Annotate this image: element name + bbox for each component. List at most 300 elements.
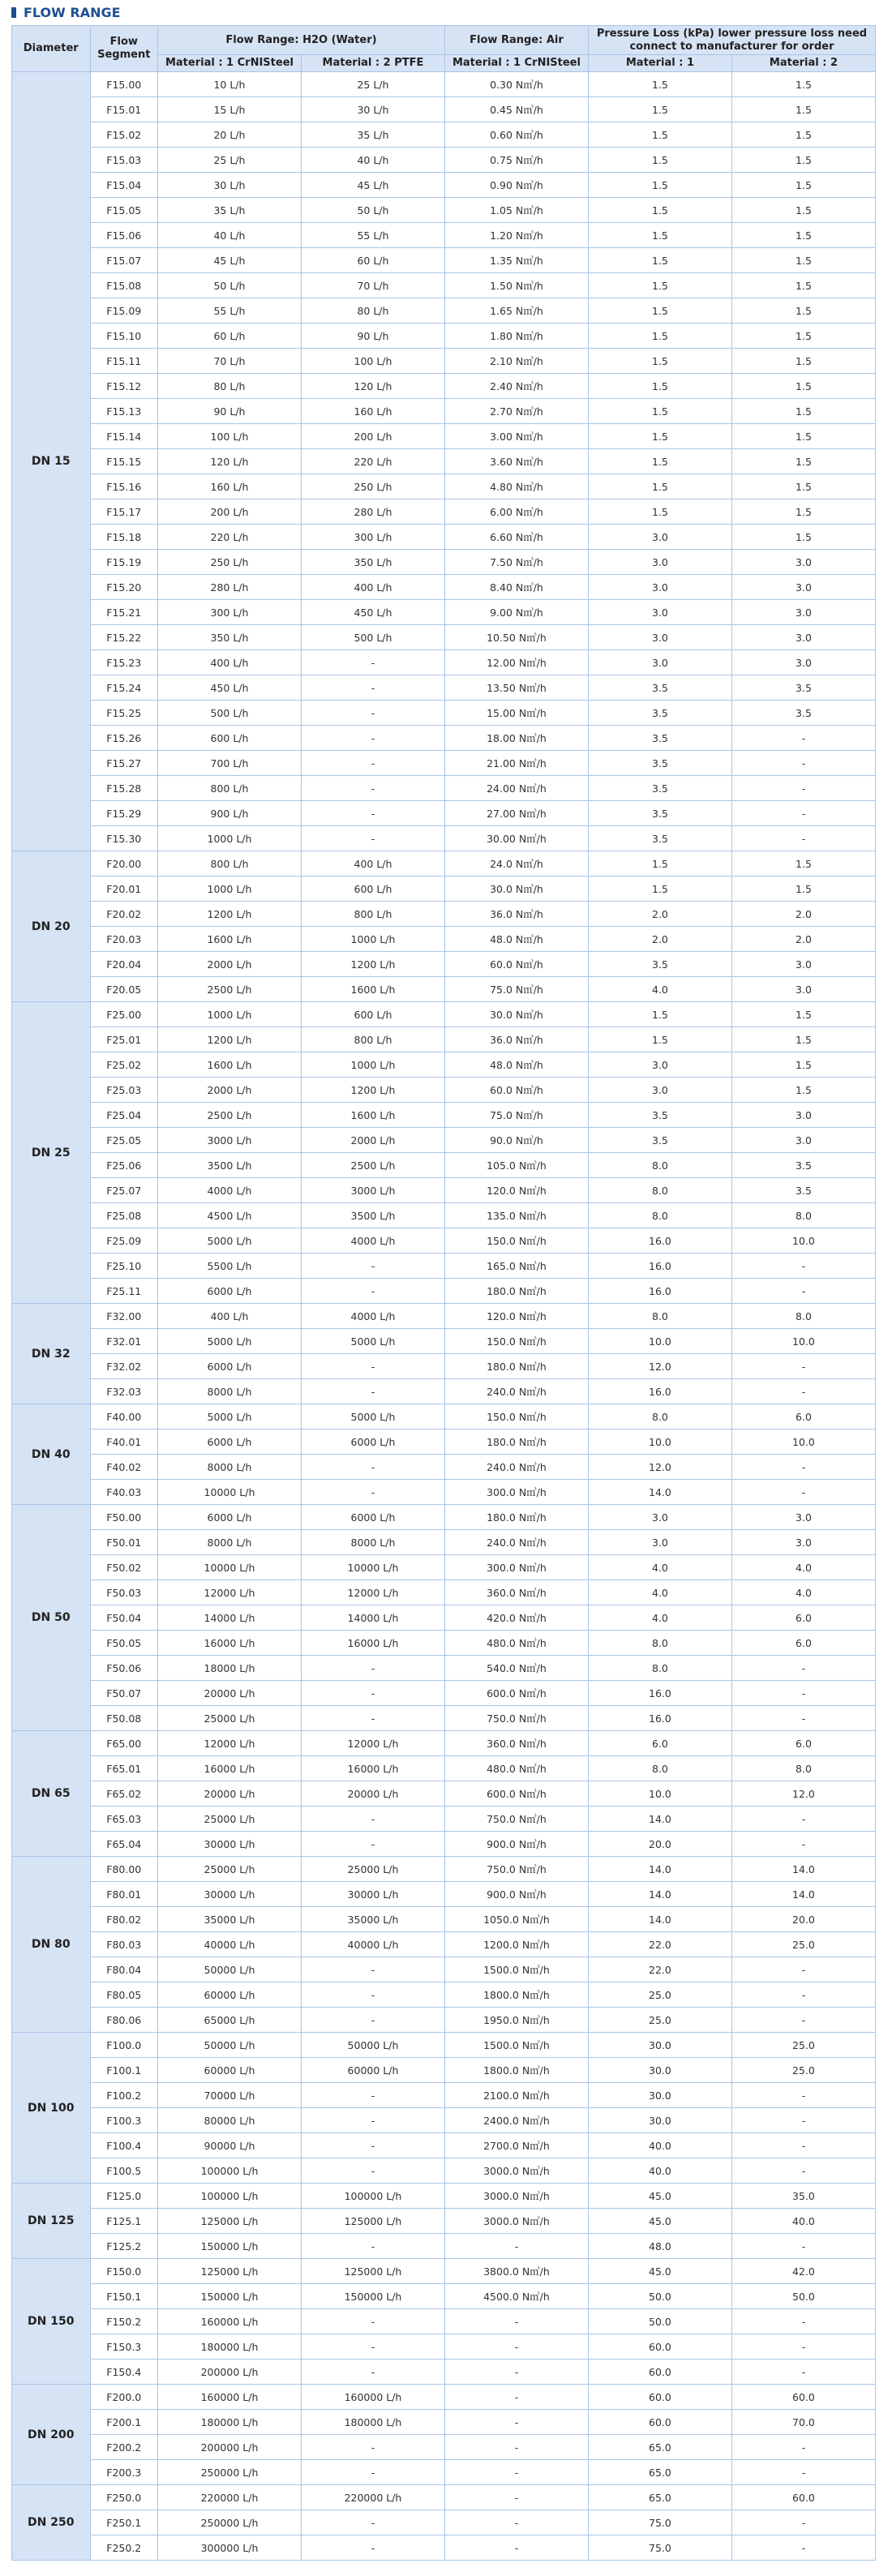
air-material-1-cell: 1.20 N㎥/h (444, 223, 588, 248)
water-material-1-cell: 14000 L/h (157, 1605, 301, 1631)
table-row (12, 1480, 876, 1505)
pressure-material-1-cell: 1.5 (588, 273, 731, 298)
air-material-1-cell: 2.10 N㎥/h (444, 349, 588, 374)
air-material-1-cell: 480.0 N㎥/h (444, 1631, 588, 1656)
air-material-1-cell: 30.0 N㎥/h (444, 1002, 588, 1027)
flow-segment-cell: F32.00 (90, 1304, 157, 1329)
flow-segment-cell: F15.15 (90, 449, 157, 474)
water-material-2-cell: - (301, 1279, 444, 1304)
air-material-1-cell: 75.0 N㎥/h (444, 977, 588, 1002)
pressure-material-2-cell: 8.0 (731, 1304, 875, 1329)
water-material-1-cell: 150000 L/h (157, 2234, 301, 2259)
table-row (12, 1379, 876, 1404)
water-material-2-cell: 60 L/h (301, 248, 444, 273)
water-material-2-cell: 280 L/h (301, 499, 444, 525)
air-material-1-cell: 600.0 N㎥/h (444, 1681, 588, 1706)
table-row (12, 349, 876, 374)
flow-segment-cell: F250.1 (90, 2510, 157, 2535)
pressure-material-2-cell: - (731, 2360, 875, 2385)
flow-segment-cell: F15.04 (90, 173, 157, 198)
water-material-2-cell: - (301, 1254, 444, 1279)
table-row (12, 1354, 876, 1379)
water-material-1-cell: 125000 L/h (157, 2209, 301, 2234)
water-material-2-cell: 800 L/h (301, 1027, 444, 1052)
air-material-1-cell: 1800.0 N㎥/h (444, 2058, 588, 2083)
table-row (12, 2158, 876, 2184)
table-row (12, 1807, 876, 1832)
pressure-material-2-cell: - (731, 2008, 875, 2033)
header-water-material-2: Material : 2 PTFE (301, 55, 444, 72)
pressure-material-1-cell: 16.0 (588, 1706, 731, 1731)
table-row (12, 1706, 876, 1731)
flow-segment-cell: F15.10 (90, 324, 157, 349)
flow-segment-cell: F25.05 (90, 1128, 157, 1153)
water-material-1-cell: 1000 L/h (157, 1002, 301, 1027)
water-material-1-cell: 12000 L/h (157, 1731, 301, 1756)
table-row (12, 2460, 876, 2485)
pressure-material-1-cell: 10.0 (588, 1781, 731, 1807)
table-row (12, 298, 876, 324)
water-material-1-cell: 60000 L/h (157, 2058, 301, 2083)
pressure-material-2-cell: 3.0 (731, 650, 875, 675)
table-row (12, 952, 876, 977)
water-material-1-cell: 250 L/h (157, 550, 301, 575)
table-row (12, 1580, 876, 1605)
table-row (12, 1153, 876, 1178)
flow-segment-cell: F15.09 (90, 298, 157, 324)
pressure-material-2-cell: 8.0 (731, 1756, 875, 1781)
table-row (12, 2108, 876, 2133)
pressure-material-2-cell: 3.0 (731, 575, 875, 600)
table-row (12, 1505, 876, 1530)
air-material-1-cell: 21.00 N㎥/h (444, 751, 588, 776)
pressure-material-2-cell: 1.5 (731, 424, 875, 449)
pressure-material-1-cell: 22.0 (588, 1932, 731, 1957)
table-row (12, 1932, 876, 1957)
water-material-2-cell: - (301, 1982, 444, 2008)
flow-segment-cell: F50.07 (90, 1681, 157, 1706)
table-row (12, 1254, 876, 1279)
pressure-material-2-cell: 1.5 (731, 877, 875, 902)
water-material-2-cell: 45 L/h (301, 173, 444, 198)
flow-segment-cell: F50.08 (90, 1706, 157, 1731)
pressure-material-1-cell: 65.0 (588, 2485, 731, 2510)
water-material-1-cell: 400 L/h (157, 1304, 301, 1329)
table-row (12, 1731, 876, 1756)
flow-segment-cell: F150.1 (90, 2284, 157, 2309)
pressure-material-2-cell: 3.0 (731, 952, 875, 977)
pressure-material-2-cell: - (731, 1480, 875, 1505)
water-material-2-cell: 4000 L/h (301, 1304, 444, 1329)
table-row (12, 851, 876, 877)
air-material-1-cell: 27.00 N㎥/h (444, 801, 588, 826)
flow-segment-cell: F65.00 (90, 1731, 157, 1756)
table-row (12, 2259, 876, 2284)
water-material-1-cell: 2500 L/h (157, 1103, 301, 1128)
diameter-cell: DN 80 (12, 1857, 91, 2033)
water-material-2-cell: - (301, 2234, 444, 2259)
water-material-1-cell: 15 L/h (157, 97, 301, 122)
water-material-2-cell: 220 L/h (301, 449, 444, 474)
table-row (12, 2535, 876, 2561)
air-material-1-cell: 13.50 N㎥/h (444, 675, 588, 701)
pressure-material-2-cell: - (731, 751, 875, 776)
air-material-1-cell: 4.80 N㎥/h (444, 474, 588, 499)
air-material-1-cell: 240.0 N㎥/h (444, 1530, 588, 1555)
water-material-2-cell: 70 L/h (301, 273, 444, 298)
flow-segment-cell: F25.10 (90, 1254, 157, 1279)
water-material-2-cell: - (301, 1656, 444, 1681)
pressure-material-1-cell: 8.0 (588, 1404, 731, 1429)
table-row (12, 2334, 876, 2360)
table-row (12, 1178, 876, 1203)
pressure-material-1-cell: 3.0 (588, 1530, 731, 1555)
air-material-1-cell: - (444, 2535, 588, 2561)
pressure-material-2-cell: 14.0 (731, 1857, 875, 1882)
air-material-1-cell: 0.30 N㎥/h (444, 72, 588, 97)
water-material-1-cell: 35 L/h (157, 198, 301, 223)
air-material-1-cell: 90.0 N㎥/h (444, 1128, 588, 1153)
air-material-1-cell: 300.0 N㎥/h (444, 1555, 588, 1580)
table-row (12, 826, 876, 851)
table-row (12, 1555, 876, 1580)
water-material-2-cell: - (301, 2510, 444, 2535)
pressure-material-2-cell: 3.5 (731, 1178, 875, 1203)
water-material-1-cell: 2500 L/h (157, 977, 301, 1002)
pressure-material-2-cell: - (731, 1354, 875, 1379)
air-material-1-cell: 24.00 N㎥/h (444, 776, 588, 801)
table-row (12, 877, 876, 902)
table-row (12, 1982, 876, 2008)
flow-segment-cell: F65.01 (90, 1756, 157, 1781)
table-row (12, 2083, 876, 2108)
air-material-1-cell: 180.0 N㎥/h (444, 1429, 588, 1455)
pressure-material-1-cell: 60.0 (588, 2334, 731, 2360)
air-material-1-cell: 3000.0 N㎥/h (444, 2209, 588, 2234)
pressure-material-1-cell: 1.5 (588, 298, 731, 324)
water-material-2-cell: - (301, 2133, 444, 2158)
flow-segment-cell: F20.05 (90, 977, 157, 1002)
flow-segment-cell: F15.28 (90, 776, 157, 801)
table-row (12, 600, 876, 625)
table-row (12, 1002, 876, 1027)
air-material-1-cell: 6.00 N㎥/h (444, 499, 588, 525)
pressure-material-2-cell: - (731, 1455, 875, 1480)
pressure-material-2-cell: - (731, 1807, 875, 1832)
pressure-material-1-cell: 8.0 (588, 1153, 731, 1178)
water-material-2-cell: 2500 L/h (301, 1153, 444, 1178)
pressure-material-1-cell: 1.5 (588, 374, 731, 399)
table-row (12, 399, 876, 424)
air-material-1-cell: 7.50 N㎥/h (444, 550, 588, 575)
flow-segment-cell: F32.03 (90, 1379, 157, 1404)
water-material-1-cell: 5000 L/h (157, 1404, 301, 1429)
table-row (12, 927, 876, 952)
flow-segment-cell: F15.05 (90, 198, 157, 223)
air-material-1-cell: 3800.0 N㎥/h (444, 2259, 588, 2284)
water-material-2-cell: 6000 L/h (301, 1429, 444, 1455)
pressure-material-1-cell: 2.0 (588, 902, 731, 927)
air-material-1-cell: 480.0 N㎥/h (444, 1756, 588, 1781)
pressure-material-2-cell: 50.0 (731, 2284, 875, 2309)
flow-segment-cell: F100.2 (90, 2083, 157, 2108)
flow-segment-cell: F15.27 (90, 751, 157, 776)
air-material-1-cell: 48.0 N㎥/h (444, 927, 588, 952)
table-row (12, 1455, 876, 1480)
pressure-material-2-cell: 4.0 (731, 1580, 875, 1605)
flow-segment-cell: F15.11 (90, 349, 157, 374)
table-row (12, 424, 876, 449)
pressure-material-2-cell: 3.0 (731, 1530, 875, 1555)
table-row (12, 2284, 876, 2309)
table-row (12, 1832, 876, 1857)
table-row (12, 2309, 876, 2334)
pressure-material-2-cell: - (731, 1279, 875, 1304)
flow-segment-cell: F15.18 (90, 525, 157, 550)
pressure-material-1-cell: 1.5 (588, 324, 731, 349)
water-material-1-cell: 4000 L/h (157, 1178, 301, 1203)
flow-segment-cell: F20.01 (90, 877, 157, 902)
water-material-1-cell: 900 L/h (157, 801, 301, 826)
pressure-material-2-cell: - (731, 1254, 875, 1279)
water-material-1-cell: 6000 L/h (157, 1279, 301, 1304)
water-material-2-cell: - (301, 2360, 444, 2385)
flow-segment-cell: F150.0 (90, 2259, 157, 2284)
table-row (12, 801, 876, 826)
table-row (12, 2184, 876, 2209)
flow-segment-cell: F125.0 (90, 2184, 157, 2209)
flow-segment-cell: F15.01 (90, 97, 157, 122)
air-material-1-cell: - (444, 2385, 588, 2410)
water-material-2-cell: 500 L/h (301, 625, 444, 650)
water-material-2-cell: 300 L/h (301, 525, 444, 550)
water-material-1-cell: 20000 L/h (157, 1781, 301, 1807)
table-row (12, 1128, 876, 1153)
air-material-1-cell: 48.0 N㎥/h (444, 1052, 588, 1078)
pressure-material-2-cell: 1.5 (731, 1078, 875, 1103)
water-material-2-cell: 600 L/h (301, 1002, 444, 1027)
water-material-1-cell: 8000 L/h (157, 1455, 301, 1480)
air-material-1-cell: 1200.0 N㎥/h (444, 1932, 588, 1957)
pressure-material-2-cell: 35.0 (731, 2184, 875, 2209)
flow-segment-cell: F200.1 (90, 2410, 157, 2435)
water-material-2-cell: 1200 L/h (301, 952, 444, 977)
water-material-2-cell: 80 L/h (301, 298, 444, 324)
diameter-cell: DN 32 (12, 1304, 91, 1404)
pressure-material-1-cell: 3.0 (588, 525, 731, 550)
water-material-2-cell: - (301, 1681, 444, 1706)
table-row (12, 1429, 876, 1455)
air-material-1-cell: 3000.0 N㎥/h (444, 2184, 588, 2209)
table-row (12, 675, 876, 701)
pressure-material-2-cell: 1.5 (731, 449, 875, 474)
pressure-material-2-cell: 60.0 (731, 2385, 875, 2410)
diameter-cell: DN 150 (12, 2259, 91, 2385)
pressure-material-2-cell: - (731, 2234, 875, 2259)
flow-segment-cell: F25.03 (90, 1078, 157, 1103)
air-material-1-cell: 900.0 N㎥/h (444, 1832, 588, 1857)
table-row (12, 72, 876, 97)
air-material-1-cell: 750.0 N㎥/h (444, 1857, 588, 1882)
pressure-material-2-cell: 3.0 (731, 600, 875, 625)
pressure-material-2-cell: - (731, 2158, 875, 2184)
flow-segment-cell: F50.05 (90, 1631, 157, 1656)
air-material-1-cell: 60.0 N㎥/h (444, 952, 588, 977)
air-material-1-cell: 3.60 N㎥/h (444, 449, 588, 474)
pressure-material-2-cell: - (731, 1656, 875, 1681)
pressure-material-1-cell: 4.0 (588, 1580, 731, 1605)
air-material-1-cell: 36.0 N㎥/h (444, 1027, 588, 1052)
table-row (12, 525, 876, 550)
air-material-1-cell: - (444, 2309, 588, 2334)
table-row (12, 701, 876, 726)
flow-segment-cell: F25.00 (90, 1002, 157, 1027)
flow-segment-cell: F100.0 (90, 2033, 157, 2058)
flow-segment-cell: F20.02 (90, 902, 157, 927)
water-material-1-cell: 55 L/h (157, 298, 301, 324)
pressure-material-2-cell: 70.0 (731, 2410, 875, 2435)
table-row (12, 2435, 876, 2460)
flow-segment-cell: F15.22 (90, 625, 157, 650)
water-material-1-cell: 60000 L/h (157, 1982, 301, 2008)
water-material-2-cell: 50000 L/h (301, 2033, 444, 2058)
table-row (12, 2410, 876, 2435)
pressure-material-1-cell: 1.5 (588, 474, 731, 499)
pressure-material-1-cell: 1.5 (588, 851, 731, 877)
air-material-1-cell: 60.0 N㎥/h (444, 1078, 588, 1103)
pressure-material-1-cell: 45.0 (588, 2209, 731, 2234)
flow-segment-cell: F40.03 (90, 1480, 157, 1505)
table-row (12, 1304, 876, 1329)
water-material-2-cell: - (301, 776, 444, 801)
water-material-1-cell: 10000 L/h (157, 1555, 301, 1580)
flow-segment-cell: F20.04 (90, 952, 157, 977)
flow-segment-cell: F50.01 (90, 1530, 157, 1555)
water-material-2-cell: - (301, 2008, 444, 2033)
air-material-1-cell: 540.0 N㎥/h (444, 1656, 588, 1681)
water-material-2-cell: 100 L/h (301, 349, 444, 374)
pressure-material-1-cell: 8.0 (588, 1656, 731, 1681)
water-material-2-cell: - (301, 1832, 444, 1857)
table-row (12, 977, 876, 1002)
water-material-1-cell: 50000 L/h (157, 1957, 301, 1982)
table-row (12, 1027, 876, 1052)
table-row (12, 1656, 876, 1681)
water-material-1-cell: 45 L/h (157, 248, 301, 273)
table-row (12, 726, 876, 751)
water-material-1-cell: 160000 L/h (157, 2309, 301, 2334)
water-material-2-cell: - (301, 2108, 444, 2133)
pressure-material-2-cell: 4.0 (731, 1555, 875, 1580)
pressure-material-2-cell: 2.0 (731, 902, 875, 927)
header-pressure-loss: Pressure Loss (kPa) lower pressure loss need connect to manufacturer for order (588, 26, 875, 55)
water-material-1-cell: 1600 L/h (157, 927, 301, 952)
page-title: FLOW RANGE (24, 5, 121, 20)
air-material-1-cell: 2.70 N㎥/h (444, 399, 588, 424)
flow-segment-cell: F100.5 (90, 2158, 157, 2184)
flow-range-table (11, 25, 876, 2561)
water-material-1-cell: 250000 L/h (157, 2460, 301, 2485)
water-material-2-cell: - (301, 2083, 444, 2108)
water-material-1-cell: 6000 L/h (157, 1429, 301, 1455)
water-material-2-cell: - (301, 675, 444, 701)
water-material-2-cell: 1000 L/h (301, 927, 444, 952)
air-material-1-cell: 1.65 N㎥/h (444, 298, 588, 324)
table-row (12, 902, 876, 927)
water-material-2-cell: 90 L/h (301, 324, 444, 349)
water-material-1-cell: 1000 L/h (157, 877, 301, 902)
pressure-material-1-cell: 14.0 (588, 1480, 731, 1505)
pressure-material-1-cell: 30.0 (588, 2058, 731, 2083)
pressure-material-1-cell: 20.0 (588, 1832, 731, 1857)
pressure-material-1-cell: 3.5 (588, 751, 731, 776)
pressure-material-1-cell: 48.0 (588, 2234, 731, 2259)
flow-segment-cell: F125.2 (90, 2234, 157, 2259)
table-container (0, 25, 892, 2561)
air-material-1-cell: 3.00 N㎥/h (444, 424, 588, 449)
water-material-1-cell: 100 L/h (157, 424, 301, 449)
water-material-2-cell: - (301, 2309, 444, 2334)
pressure-material-2-cell: 3.0 (731, 550, 875, 575)
flow-segment-cell: F25.07 (90, 1178, 157, 1203)
pressure-material-2-cell: 1.5 (731, 1002, 875, 1027)
pressure-material-2-cell: - (731, 1681, 875, 1706)
water-material-1-cell: 125000 L/h (157, 2259, 301, 2284)
water-material-2-cell: 3500 L/h (301, 1203, 444, 1228)
pressure-material-2-cell: - (731, 1957, 875, 1982)
water-material-1-cell: 120 L/h (157, 449, 301, 474)
water-material-1-cell: 50000 L/h (157, 2033, 301, 2058)
water-material-1-cell: 160 L/h (157, 474, 301, 499)
water-material-2-cell: 800 L/h (301, 902, 444, 927)
air-material-1-cell: 1950.0 N㎥/h (444, 2008, 588, 2033)
water-material-2-cell: 4000 L/h (301, 1228, 444, 1254)
water-material-2-cell: 100000 L/h (301, 2184, 444, 2209)
water-material-2-cell: 8000 L/h (301, 1530, 444, 1555)
pressure-material-2-cell: 10.0 (731, 1329, 875, 1354)
pressure-material-1-cell: 3.0 (588, 550, 731, 575)
pressure-material-2-cell: 12.0 (731, 1781, 875, 1807)
table-row (12, 1203, 876, 1228)
air-material-1-cell: 18.00 N㎥/h (444, 726, 588, 751)
pressure-material-1-cell: 3.5 (588, 1128, 731, 1153)
pressure-material-1-cell: 1.5 (588, 198, 731, 223)
water-material-2-cell: 125000 L/h (301, 2259, 444, 2284)
pressure-material-1-cell: 3.5 (588, 952, 731, 977)
water-material-2-cell: - (301, 1706, 444, 1731)
air-material-1-cell: 1050.0 N㎥/h (444, 1907, 588, 1932)
pressure-material-1-cell: 30.0 (588, 2108, 731, 2133)
flow-segment-cell: F15.02 (90, 122, 157, 148)
pressure-material-1-cell: 60.0 (588, 2410, 731, 2435)
table-row (12, 2385, 876, 2410)
pressure-material-1-cell: 12.0 (588, 1354, 731, 1379)
pressure-material-2-cell: 60.0 (731, 2485, 875, 2510)
flow-segment-cell: F250.2 (90, 2535, 157, 2561)
flow-segment-cell: F125.1 (90, 2209, 157, 2234)
flow-segment-cell: F200.2 (90, 2435, 157, 2460)
pressure-material-1-cell: 50.0 (588, 2309, 731, 2334)
pressure-material-1-cell: 8.0 (588, 1178, 731, 1203)
flow-segment-cell: F20.03 (90, 927, 157, 952)
water-material-2-cell: 400 L/h (301, 575, 444, 600)
air-material-1-cell: 1.05 N㎥/h (444, 198, 588, 223)
air-material-1-cell: 750.0 N㎥/h (444, 1706, 588, 1731)
water-material-1-cell: 150000 L/h (157, 2284, 301, 2309)
air-material-1-cell: 360.0 N㎥/h (444, 1580, 588, 1605)
pressure-material-1-cell: 3.0 (588, 650, 731, 675)
pressure-material-1-cell: 10.0 (588, 1429, 731, 1455)
